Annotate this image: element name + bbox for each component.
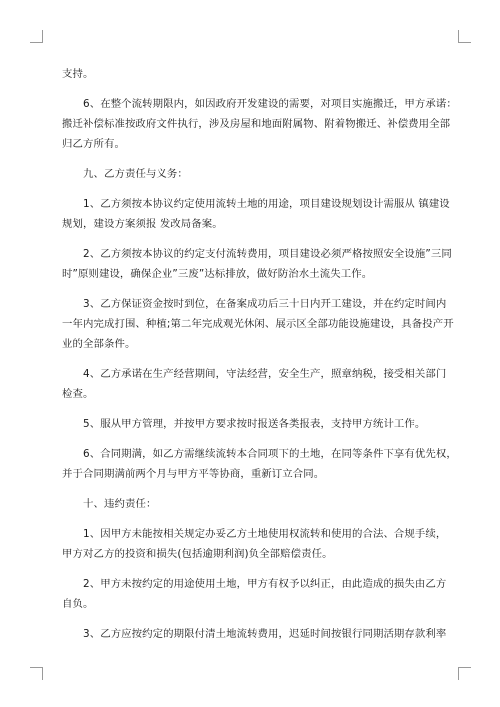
text-line: 九、乙方责任与义务：	[83, 168, 188, 180]
text-line: 5、服从甲方管理，并按甲方要求按时报送各类报表，支持甲方统计工作。	[83, 418, 426, 430]
paragraph	[62, 494, 442, 514]
text-line: 并于合同期满前两个月与甲方平等协商，重新订立合同。	[62, 468, 325, 480]
paragraph	[62, 574, 447, 614]
text-line: 甲方对乙方的投资和损失(包括逾期利润)负全部赔偿责任。	[62, 548, 333, 560]
text-line: 归乙方所有。	[62, 138, 125, 150]
text-line: 3、乙方保证资金按时到位，在备案成功后三十日内开工建设，并在约定时间内	[83, 298, 447, 310]
text-line: 一年内完成打围、种植;第二年完成观光休闲、展示区全部功能设施建设，具备投产开	[62, 318, 454, 330]
paragraph	[62, 164, 442, 184]
text-line: 2、乙方须按本协议的约定支付流转费用，项目建设必须严格按照安全设施”三同	[83, 248, 452, 260]
text-line: 支持。	[62, 68, 94, 80]
text-line: 4、乙方承诺在生产经营期间，守法经营，安全生产，照章纳税，接受相关部门	[83, 368, 447, 380]
paragraph	[62, 64, 442, 84]
text-line: 时”原则建设，确保企业”三废”达标排放，做好防治水土流失工作。	[62, 268, 373, 280]
crop-mark-top-right	[458, 30, 471, 43]
text-line: 自负。	[62, 598, 94, 610]
text-line: 6、在整个流转期限内，如因政府开发建设的需要，对项目实施搬迁，甲方承诺：	[83, 98, 457, 110]
paragraph	[62, 414, 442, 434]
text-line: 检查。	[62, 388, 94, 400]
text-line: 搬迁补偿标准按政府文件执行，涉及房屋和地面附属物、附着物搬迁、补偿费用全部	[62, 118, 451, 130]
text-line: 1、乙方须按本协议约定使用流转土地的用途，项目建设规划设计需服从 镇建设	[83, 198, 450, 210]
paragraph	[62, 364, 447, 404]
paragraph	[62, 94, 457, 154]
crop-mark-bottom-left	[30, 667, 43, 680]
paragraph	[62, 624, 447, 644]
paragraph	[62, 294, 454, 354]
paragraph	[62, 524, 447, 564]
text-line: 2、甲方未按约定的用途使用土地，甲方有权予以纠正，由此造成的损失由乙方	[83, 578, 447, 590]
document-body	[62, 64, 457, 654]
text-line: 6、合同期满，如乙方需继续流转本合同项下的土地，在同等条件下享有优先权，	[83, 448, 457, 460]
paragraph	[62, 194, 450, 234]
text-line: 规划，建设方案须报 发改局备案。	[62, 218, 223, 230]
crop-mark-bottom-right	[458, 667, 471, 680]
paragraph	[62, 444, 457, 484]
text-line: 1、因甲方未能按相关规定办妥乙方土地使用权流转和使用的合法、合规手续，	[83, 528, 447, 540]
crop-mark-top-left	[30, 30, 43, 43]
paragraph	[62, 244, 452, 284]
text-line: 3、乙方应按约定的期限付清土地流转费用，迟延时间按银行同期活期存款利率	[83, 628, 447, 640]
text-line: 十、违约责任：	[83, 498, 157, 510]
text-line: 业的全部条件。	[62, 338, 136, 350]
